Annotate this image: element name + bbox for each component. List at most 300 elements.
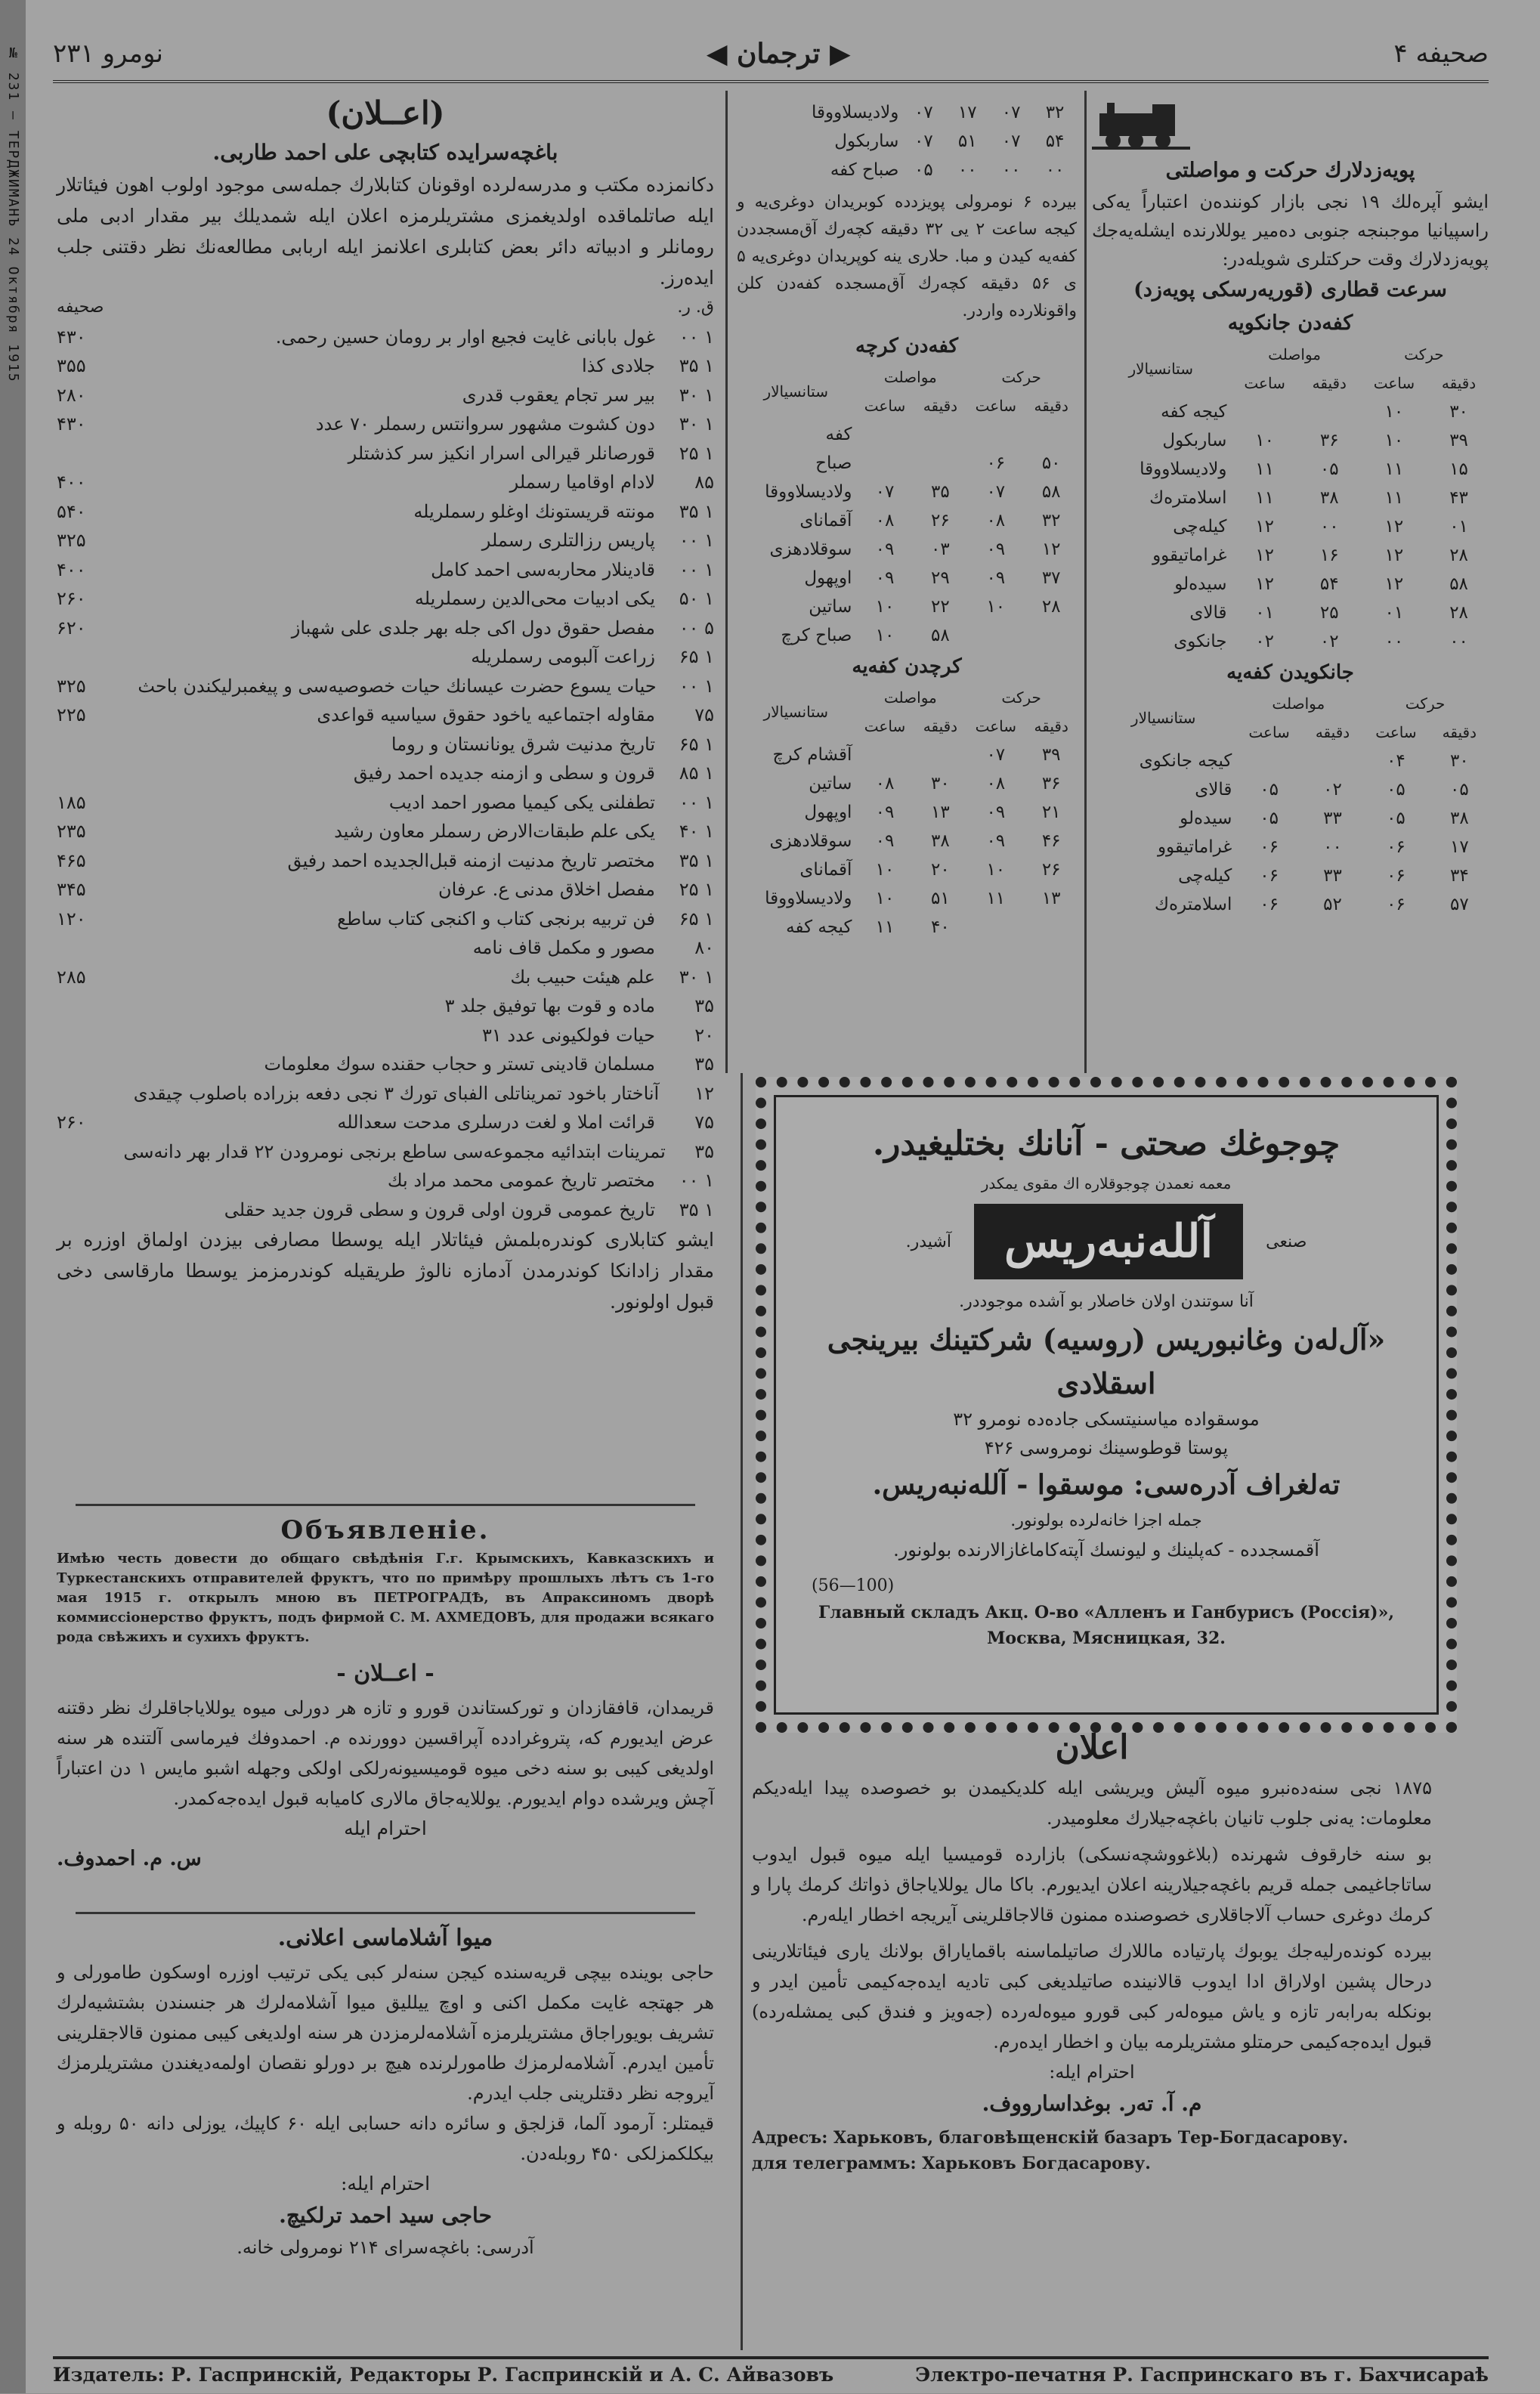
time-cell: ۰۹ xyxy=(875,831,895,851)
catalog-page xyxy=(57,933,140,963)
catalog-title: مختصر تاریخ عمومی محمد مراد بك xyxy=(387,1170,655,1191)
time-unit-header: ساعت xyxy=(864,717,906,735)
time-cell: ۰۵ xyxy=(914,160,933,180)
station-name: سیدەلو xyxy=(1174,574,1227,594)
catalog-quantity: ۷۵ xyxy=(694,1112,714,1133)
catalog-title: آناختار باخود تمریناتلی الفبای تورك ۳ نجی دفعه بزراده باصلوب چیقدی xyxy=(133,1082,660,1104)
timetable-row xyxy=(1092,512,1489,541)
catalog-page: ۳۲۵ xyxy=(57,675,86,697)
time-cell: ۲۶ xyxy=(1041,860,1061,880)
timetable-kerch-kefe xyxy=(737,683,1077,942)
time-cell: ۱۰ xyxy=(1255,431,1274,450)
catalog-row xyxy=(57,672,714,701)
catalog-row xyxy=(57,468,714,497)
catalog-quantity: ۵ ۰۰ xyxy=(679,617,714,639)
time-cell: ۰۲ xyxy=(1319,632,1339,651)
catalog-page: ۳۴۵ xyxy=(57,879,86,900)
time-cell: ۲۱ xyxy=(1041,803,1061,822)
catalog-quantity: ۱ ۳۰ xyxy=(679,384,714,406)
catalog-title: تاریخ عمومی قرون اولی قرون و سطی قرون جدید حقلی xyxy=(224,1199,655,1220)
timetable-row xyxy=(737,827,1077,855)
time-cell xyxy=(966,621,1025,650)
page-header xyxy=(53,27,1489,83)
page-header-label: صحیفه xyxy=(57,298,104,317)
time-cell: ۰۵ xyxy=(1449,780,1469,800)
bogdasarov-regards: احترام ایله: xyxy=(1049,2062,1135,2083)
time-cell: ۱۱ xyxy=(1384,459,1404,479)
catalog-page xyxy=(57,439,140,469)
ad-address-1: موسقواده میاسنیتسكی جاده‌ده نومرو ۳۲ xyxy=(953,1409,1260,1430)
catalog-quantity: ۸۵ xyxy=(694,472,714,493)
time-cell: ۳۲ xyxy=(1045,103,1065,122)
time-cell: ۲۶ xyxy=(931,511,950,530)
catalog-page xyxy=(57,642,140,672)
time-unit-header: دقیقه xyxy=(923,397,958,415)
time-cell: ۲۸ xyxy=(1449,603,1468,623)
catalog-quantity: ۱ ۲۵ xyxy=(679,879,714,900)
catalog-title: مونته قریستونك اوغلو رسملریله xyxy=(413,500,655,522)
time-cell xyxy=(915,420,966,449)
time-cell: ۰۷ xyxy=(914,103,933,122)
catalog-row xyxy=(57,1050,714,1079)
station-name: ساتین xyxy=(809,774,852,793)
time-unit-header: ساعت xyxy=(1248,723,1290,741)
issue-number: نومرو ۲۳۱ xyxy=(53,39,164,69)
quantity-header: ق. ر. xyxy=(677,298,714,317)
time-cell xyxy=(855,420,914,449)
time-unit-header: دقیقه xyxy=(1315,723,1350,741)
timetable-row xyxy=(1092,627,1489,656)
timetable-row xyxy=(1092,426,1489,455)
left-column xyxy=(57,91,714,1496)
time-cell: ۰۶ xyxy=(1387,895,1405,914)
timetable-row xyxy=(737,621,1077,650)
station-name: صباح كفه xyxy=(830,160,899,180)
announcement-intro: دكانمزده مكتب و مدرسه‌لرده اوقونان كتابلارك جمله‌سی موجود اولوب اهون فیئاتلار ایله صاتلماقده اولدیغمزی مشتریلرمزه اعلان ایله شمدیلك بیر مقدار ادبی ملی رومانلر و ادبیاته دائر بعض كتابلری اعلانمز ایله اربابی مطالعه‌نك نظر دقتنی جلب ایده‌رز. xyxy=(57,174,714,289)
column-rule xyxy=(741,1073,743,2350)
bogdasarov-p1: ۱۸۷۵ نجی سنه‌ده‌نبرو میوه آلیش ویریشی ایله كلدیكیمدن بو خصوصده پیدا ایله‌دیكم معلومات: یەنی جلوب تانیان باغچەجیلارك معلومیدر. xyxy=(752,1777,1432,1829)
time-cell: ۱۲ xyxy=(1384,574,1404,594)
catalog-row xyxy=(57,759,714,788)
station-name: اسلامترەك xyxy=(1155,895,1232,914)
catalog-title: جلادی كذا xyxy=(582,355,655,376)
catalog-quantity: ۱ ۳۰ xyxy=(679,966,714,988)
station-name: آقمانای xyxy=(799,860,852,880)
timetable-kefe-jankoy-title: كفه‌دن جانكویه xyxy=(1227,311,1353,335)
station-name: ساتین xyxy=(809,597,852,617)
catalog-page: ۲۶۰ xyxy=(57,588,86,609)
catalog-page: ۴۳۰ xyxy=(57,326,86,348)
catalog-title: فن تربیه برنجی كتاب و اكنجی كتاب ساطع xyxy=(337,908,655,929)
timetable-row xyxy=(737,855,1077,884)
time-cell: ۰۵ xyxy=(1319,459,1339,479)
masthead-title: ◀ ترجمان ▶ xyxy=(706,38,851,70)
time-unit-header: ساعت xyxy=(1373,374,1415,392)
time-cell: ۱۰ xyxy=(875,860,895,880)
catalog-quantity: ۲۰ xyxy=(694,1024,714,1046)
catalog-title: لادام اوقامیا رسملر xyxy=(509,472,655,493)
station-name: ولادیسلاووقا xyxy=(765,482,852,502)
time-cell: ۰۸ xyxy=(986,511,1006,530)
catalog-page xyxy=(57,1050,140,1079)
catalog-page xyxy=(57,1137,123,1167)
time-cell: ۵۱ xyxy=(957,131,977,151)
ad-ref-number: (56—100) xyxy=(812,1576,895,1595)
time-cell: ۰۰ xyxy=(1384,632,1404,651)
time-cell: ۰۷ xyxy=(914,131,933,151)
bogdasarov-signature: م. آ. تەر. بوغداسارووف. xyxy=(982,2091,1202,2116)
catalog-title: مقاوله اجتماعیه یاخود حقوق سیاسیه قواعدی xyxy=(317,704,655,725)
catalog-row xyxy=(57,497,714,527)
time-cell: ۰۸ xyxy=(986,774,1006,793)
catalog-page: ۵۴۰ xyxy=(57,500,86,522)
timetable-row xyxy=(737,798,1077,827)
time-cell: ۱۳ xyxy=(1041,889,1061,908)
catalog-quantity: ۱ ۳۰ xyxy=(679,413,714,435)
time-cell: ۱۱ xyxy=(1255,459,1274,479)
time-cell: ۳۵ xyxy=(931,482,950,502)
timetable-row xyxy=(737,506,1077,535)
time-cell: ۱۱ xyxy=(875,917,895,937)
time-cell: ۱۳ xyxy=(931,803,950,822)
time-cell: ۳۹ xyxy=(1041,745,1061,765)
ru-notice-title: Объявленіе. xyxy=(280,1515,490,1545)
catalog-row xyxy=(57,701,714,730)
station-name: صباح xyxy=(815,453,852,473)
time-cell: ۰۰ xyxy=(1001,160,1021,180)
time-cell: ۰۵ xyxy=(1260,809,1279,828)
station-name: اوپهول xyxy=(804,568,852,588)
right-column xyxy=(1092,98,1489,1050)
time-cell: ۰۹ xyxy=(875,540,895,559)
time-cell: ۱۰ xyxy=(875,889,895,908)
timetable-kefe-kerch xyxy=(737,363,1077,650)
catalog-title: تمرینات ابتدائیه مجموعه‌سی ساطع برنجی نومرودن ۲۲ قدار بهر دانه‌سی xyxy=(123,1140,666,1162)
catalog-page: ۲۶۰ xyxy=(57,1112,86,1133)
time-cell xyxy=(966,420,1025,449)
time-cell: ۰۵ xyxy=(1387,780,1405,800)
time-cell: ۰۷ xyxy=(1001,103,1021,122)
catalog-header xyxy=(57,293,714,323)
time-cell: ۲۵ xyxy=(1319,603,1339,623)
fruit-ad-text: حاجی بوینده بیچی قریه‌سنده كیجن سنه‌لر كبی یكی ترتیب اوزره اوسكون طامورلی و هر جهتجه غایت مكمل اكنی و اوچ ییللیق میوا آشلامه‌لرك هر جنسندن بشتشیه‌لرك تشریف بویوراجاق مشتریلرمزه آشلامه‌لرمزدن هر سنه اولدیغی كیبی ممنون قالاجقلرینی تأمین ایدرم. آشلامه‌لرمزك طامورلرنده هیچ بر دورلو نقصان اولمه‌دیغندن مشتریلرمزك آیروجه نظر دقتلرینی جلب ایدرم. xyxy=(57,1962,714,2104)
time-cell xyxy=(1300,397,1359,426)
catalog-row xyxy=(57,1166,714,1195)
time-cell: ۱۶ xyxy=(1319,546,1339,565)
catalog-row xyxy=(57,410,714,439)
ad-line-5: آقمسجدده - كەپلینك و لیونسك آپتەكاماغازالارنده بولونور. xyxy=(893,1539,1319,1560)
station-name: آقشام كرچ xyxy=(772,745,852,765)
time-cell: ۵۷ xyxy=(1449,895,1469,914)
time-cell: ۵۸ xyxy=(1041,482,1061,502)
time-cell: ۰۹ xyxy=(875,568,895,588)
station-name: ولادیسلاووقا xyxy=(812,103,899,122)
catalog-title: قرائت املا و لغت درسلری مدحت سعدالله xyxy=(337,1112,655,1133)
catalog-page xyxy=(57,1021,140,1050)
ru-notice-text: Имѣю честь довести до общаго свѣдѣнія Г.г. Крымскихъ, Кавказскихъ и Туркестанскихъ отправителей фруктъ, что по примѣру прошлыхъ лѣтъ съ 1-го мая 1915 г. открылъ мною въ ПЕТРОГРАДѢ, въ Апраксиномъ дворѣ коммиссіонерство фруктъ, подъ фирмой С. М. АХМЕДОВЪ, для продажи всякаго рода свѣжихъ и сухихъ фруктъ. xyxy=(57,1551,714,1645)
time-cell: ۵۴ xyxy=(1319,574,1339,594)
time-cell xyxy=(1025,621,1077,650)
time-cell: ۰۶ xyxy=(1260,866,1279,886)
time-cell: ۱۵ xyxy=(1449,459,1468,479)
catalog-row xyxy=(57,1108,714,1137)
bogdasarov-ad xyxy=(752,1723,1432,2343)
ad-russian-line: Главный складъ Акц. О-во «Алленъ и Ганбурисъ (Россія)», Москва, Мясницкая, 32. xyxy=(818,1603,1394,1648)
time-cell: ۰۰ xyxy=(1045,160,1065,180)
timetable-row xyxy=(1092,861,1489,890)
station-name: ساربكول xyxy=(834,131,899,151)
time-cell: ۱۲ xyxy=(1041,540,1061,559)
station-name: سوقلادهزی xyxy=(769,540,852,559)
time-cell: ۱۰ xyxy=(1384,431,1404,450)
catalog-title: غول بابانی غایت فجیع اوار بر رومان حسین رحمی. xyxy=(275,326,655,348)
catalog-title: زراعت آلبومی رسملریله xyxy=(471,646,655,667)
station-name: سیدەلو xyxy=(1180,809,1232,828)
time-cell xyxy=(915,449,966,478)
time-cell: ۰۴ xyxy=(1387,751,1405,771)
station-name: غراماتیقوو xyxy=(1152,546,1227,565)
express-train-title: سرعت قطاری (قوریه‌رسكی پویه‌زد) xyxy=(1133,278,1447,302)
time-cell: ۰۰ xyxy=(1319,517,1339,537)
time-cell: ۰۶ xyxy=(986,453,1006,473)
ilan2-regards: احترام ایله xyxy=(344,1817,427,1839)
station-name: كفه xyxy=(825,425,852,444)
timetable-row xyxy=(737,884,1077,913)
catalog-title: یكی ادبیات محی‌الدین رسملریله xyxy=(414,588,655,609)
time-cell: ۱۰ xyxy=(875,626,895,645)
catalog-row xyxy=(57,323,714,352)
time-cell: ۰۸ xyxy=(875,511,895,530)
timetable-header-row xyxy=(1092,689,1489,718)
catalog-page: ۴۰۰ xyxy=(57,472,86,493)
ad-brand-left: آشیدر. xyxy=(905,1232,951,1251)
timetable-row xyxy=(1092,775,1489,804)
catalog-page xyxy=(57,759,140,788)
catalog-page: ۱۸۵ xyxy=(57,791,86,813)
timetable-jankoy-kefe-title: جانكویدن كفه‌یه xyxy=(1226,661,1354,684)
stations-header: ستانسیالار xyxy=(763,382,828,401)
time-cell: ۲۸ xyxy=(1449,546,1468,565)
catalog-row xyxy=(57,351,714,381)
bogdasarov-address: Адресъ: Харьковъ, благовѣщенскій базаръ Тер-Богдасарову. xyxy=(752,2128,1349,2148)
catalog-quantity: ۱ ۸۵ xyxy=(679,762,714,784)
time-cell: ۰۶ xyxy=(1387,866,1405,886)
time-cell: ۳۹ xyxy=(1449,431,1468,450)
catalog-row xyxy=(57,614,714,643)
fruit-ad-address: آدرسی: باغچه‌سرای ۲۱۴ نومرولی خانه. xyxy=(237,2237,534,2258)
time-cell: ۰۶ xyxy=(1387,837,1405,857)
catalog-quantity: ۱ ۳۵ xyxy=(679,500,714,522)
time-cell xyxy=(966,913,1025,942)
time-cell: ۲۲ xyxy=(931,597,950,617)
page-number: صحیفه ۴ xyxy=(1393,39,1489,69)
catalog-title: حیات یسوع حضرت عیسانك حیات خصوصیه‌سی و پیغمبرلیكندن باحث xyxy=(138,675,657,697)
timetable-jankoy-kefe xyxy=(1092,689,1489,919)
catalog-page xyxy=(57,1195,140,1225)
time-cell: ۱۱ xyxy=(1384,488,1404,508)
catalog-title: مسلمان قادینی تستر و حجاب حقنده سوك معلومات xyxy=(264,1053,655,1075)
time-cell: ۳۸ xyxy=(931,831,950,851)
catalog-title: قورصانلر قیرالی اسرار انكیز سر كذشتلر xyxy=(348,442,655,464)
timetable-note: بیرده ۶ نومرولی پویزدده كوبریدان دوغری‌یه و كیجه ساعت ۲ یی ۳۲ دقیقه كچه‌رك آق‌مسجددن كفه‌یه كیدن و مبا. حلاری ینه كوپریدان دوغری‌یه ۵ ی ۵۶ دقیقه كچه‌رك آق‌مسجده كفه‌دن كلن واقونلارده واردر. xyxy=(737,193,1077,320)
timetable-title: پویه‌زدلارك حركت و مواصلتی xyxy=(1165,159,1415,182)
catalog-quantity: ۱ ۶۵ xyxy=(679,908,714,929)
column-rule xyxy=(725,91,728,1073)
time-cell: ۴۰ xyxy=(931,917,950,937)
time-cell: ۱۰ xyxy=(1384,402,1404,422)
catalog-page: ۴۰۰ xyxy=(57,558,86,580)
russian-notice xyxy=(57,1511,714,1904)
catalog-quantity: ۱ ۰۰ xyxy=(679,558,714,580)
timetable-group-header: حركت xyxy=(1001,688,1041,707)
masthead-text: ترجمان xyxy=(737,38,821,70)
catalog-row xyxy=(57,1079,714,1109)
catalog-row xyxy=(57,642,714,672)
time-unit-header: دقیقه xyxy=(923,717,958,735)
catalog-quantity: ۳۵ xyxy=(694,995,714,1016)
station-name: آقمانای xyxy=(799,511,852,530)
time-cell: ۰۷ xyxy=(1001,131,1021,151)
timetable-row xyxy=(1092,570,1489,598)
catalog-quantity: ۳۵ xyxy=(694,1053,714,1075)
catalog-row xyxy=(57,817,714,846)
timetable-kerch-kefe-title: كرچدن كفه‌یه xyxy=(852,655,962,678)
time-cell: ۰۵ xyxy=(1387,809,1405,828)
time-unit-header: دقیقه xyxy=(1442,723,1477,741)
catalog-quantity: ۱ ۳۵ xyxy=(679,355,714,376)
time-unit-header: ساعت xyxy=(1375,723,1417,741)
timetable-group-header: حركت xyxy=(1404,345,1444,363)
time-cell: ۳۳ xyxy=(1323,809,1342,828)
allenburys-ad-box xyxy=(756,1077,1457,1733)
time-cell: ۵۴ xyxy=(1045,131,1065,151)
catalog-page: ۲۲۵ xyxy=(57,704,86,725)
time-cell: ۰۷ xyxy=(986,482,1006,502)
time-cell: ۲۰ xyxy=(931,860,950,880)
time-cell: ۳۶ xyxy=(1041,774,1061,793)
catalog-row xyxy=(57,788,714,818)
time-cell: ۳۳ xyxy=(1323,866,1342,886)
ad-address-2: پوستا قوطوسینك نومروسی ۴۲۶ xyxy=(984,1437,1229,1458)
catalog-title: تاریخ مدنیت شرق یونانستان و روما xyxy=(391,733,655,755)
catalog-title: دون كشوت مشهور سروانتس رسملر ۷۰ عدد xyxy=(315,413,655,435)
catalog-page: ۳۵۵ xyxy=(57,355,86,376)
timetable-row xyxy=(1092,747,1489,775)
station-name: كیجه جانكوی xyxy=(1139,751,1232,771)
ad-line-3: آنا سوتندن اولان خاصلار بو آشده موجوددر. xyxy=(959,1292,1254,1311)
catalog-title: مفصل حقوق دول اكی جله بهر جلدی علی شهباز xyxy=(291,617,655,639)
timetable-continued xyxy=(737,98,1077,184)
timetable-row xyxy=(737,156,1077,184)
station-name: ولادیسلاووقا xyxy=(1140,459,1227,479)
time-cell: ۱۱ xyxy=(1255,488,1274,508)
timetable-row xyxy=(737,769,1077,798)
time-unit-header: ساعت xyxy=(864,397,906,415)
catalog-row xyxy=(57,730,714,759)
timetable-kefe-kerch-title: كفه‌دن كرچه xyxy=(855,335,958,357)
catalog-row xyxy=(57,439,714,469)
time-cell: ۳۰ xyxy=(1449,402,1468,422)
time-cell: ۱۰ xyxy=(986,860,1006,880)
timetable-group-header: مواصلت xyxy=(883,688,937,707)
station-name: ساربكول xyxy=(1162,431,1227,450)
time-cell xyxy=(855,449,914,478)
time-cell: ۴۶ xyxy=(1041,831,1061,851)
fruit-grafting-ad xyxy=(57,1919,714,2343)
time-cell: ۳۲ xyxy=(1041,511,1061,530)
catalog-quantity: ۱ ۴۰ xyxy=(679,821,714,842)
time-cell: ۲۸ xyxy=(1041,597,1061,617)
station-name: ولادیسلاووقا xyxy=(765,889,852,908)
time-cell: ۱۲ xyxy=(1255,517,1274,537)
timetable-kefe-jankoy xyxy=(1092,340,1489,656)
catalog-page: ۳۲۵ xyxy=(57,530,86,551)
time-unit-header: دقیقه xyxy=(1312,374,1347,392)
catalog-page: ۲۸۵ xyxy=(57,966,86,988)
catalog-page xyxy=(57,1166,140,1195)
footer-printer: Электро-печатня Р. Гаспринскаго въ г. Бахчисараѣ xyxy=(915,2364,1489,2386)
time-cell: ۰۰ xyxy=(1449,632,1468,651)
bogdasarov-p2: بو سنه خارقوف شهرنده (بلاغووشچه‌نسكی) بازارده قومیسیا ایله میوه قبول ایدوب ساتاجاغیمی جمله قریم باغچه‌جیلارینه اعلان ایدیورم. باكا مال یوللایاجاق ذواتك كرمك پارا و كرمك دوغری حساب آلاجاقلاری خصوصنده ممنون قالاجاقلرینی آیریجه اخطار ایلەرم. xyxy=(752,1844,1432,1925)
timetable-row xyxy=(1092,804,1489,833)
timetable-group-header: مواصلت xyxy=(1268,345,1322,363)
station-name: كیلەچی xyxy=(1173,517,1227,537)
page-footer xyxy=(53,2356,1489,2394)
catalog-quantity: ۱ ۳۵ xyxy=(679,849,714,871)
time-cell: ۰۹ xyxy=(875,803,895,822)
time-cell: ۰۷ xyxy=(986,745,1006,765)
timetable-group-header: حركت xyxy=(1001,368,1041,386)
catalog-row xyxy=(57,1021,714,1050)
time-cell: ۰۲ xyxy=(1323,780,1342,800)
ad-line-2: معمه نعمدن چوجوقلاره اك مقوی یمكدر xyxy=(981,1174,1232,1192)
timetable-row xyxy=(737,127,1077,156)
time-cell: ۳۸ xyxy=(1319,488,1339,508)
time-cell: ۰۰ xyxy=(1323,837,1342,857)
station-name: سوقلادهزی xyxy=(769,831,852,851)
catalog-quantity: ۱ ۰۰ xyxy=(679,1170,714,1191)
timetable-row xyxy=(737,98,1077,127)
time-cell: ۵۸ xyxy=(931,626,950,645)
catalog-quantity: ۱ ۵۰ xyxy=(679,588,714,609)
timetable-header-row xyxy=(1092,340,1489,369)
station-name: غراماتیقوو xyxy=(1157,837,1232,857)
ad-brand-row xyxy=(812,1204,1401,1279)
catalog-quantity: ۷۵ xyxy=(694,704,714,725)
timetable-row xyxy=(1092,397,1489,426)
ilan2-title: - اعــلان - xyxy=(336,1660,434,1687)
ilan2-text: قریمدان، قافقازدان و توركستاندن قورو و تازه هر دورلی میوه یوللایاجاقلرك نظر دقتنه عرض ایدیورم كه، پتروغرادده آپراقسین دوورنده م. احمدوفك فیرماسی آلتنده هر سنه اولدیغی كیبی بو سنه دخی میوه قومیسیونه‌رلكی اولكی وجهله اشبو مایس ۱ دن اعتباراً آچش ویرشده دوام ایدیورم. یوللایه‌جاق مالاری كامیابه قبول ایده‌جه‌كمدر. xyxy=(57,1697,714,1809)
catalog-title: ماده و قوت بها توفیق جلد ۳ xyxy=(444,995,655,1016)
timetable-row xyxy=(1092,484,1489,512)
time-unit-header: ساعت xyxy=(975,397,1017,415)
station-name: قالای xyxy=(1189,603,1227,623)
ad-brand-right: صنعی xyxy=(1266,1232,1307,1251)
time-cell: ۱۲ xyxy=(1384,517,1404,537)
time-cell: ۴۳ xyxy=(1449,488,1468,508)
timetable-row xyxy=(1092,890,1489,919)
bogdasarov-telegram: для телеграммъ: Харьковъ Богдасарову. xyxy=(752,2154,1151,2173)
catalog-page xyxy=(57,1079,134,1109)
timetable-group-header: حركت xyxy=(1405,694,1446,713)
catalog-quantity: ۳۵ xyxy=(694,1140,714,1162)
time-unit-header: دقیقه xyxy=(1441,374,1477,392)
timetable-row xyxy=(1092,455,1489,484)
fruit-ad-title: میوا آشلاماسی اعلانی. xyxy=(277,1925,493,1951)
catalog-title: قادینلار محاربه‌سی احمد كامل xyxy=(431,558,655,580)
middle-column xyxy=(737,98,1077,1050)
time-cell xyxy=(1235,747,1303,775)
